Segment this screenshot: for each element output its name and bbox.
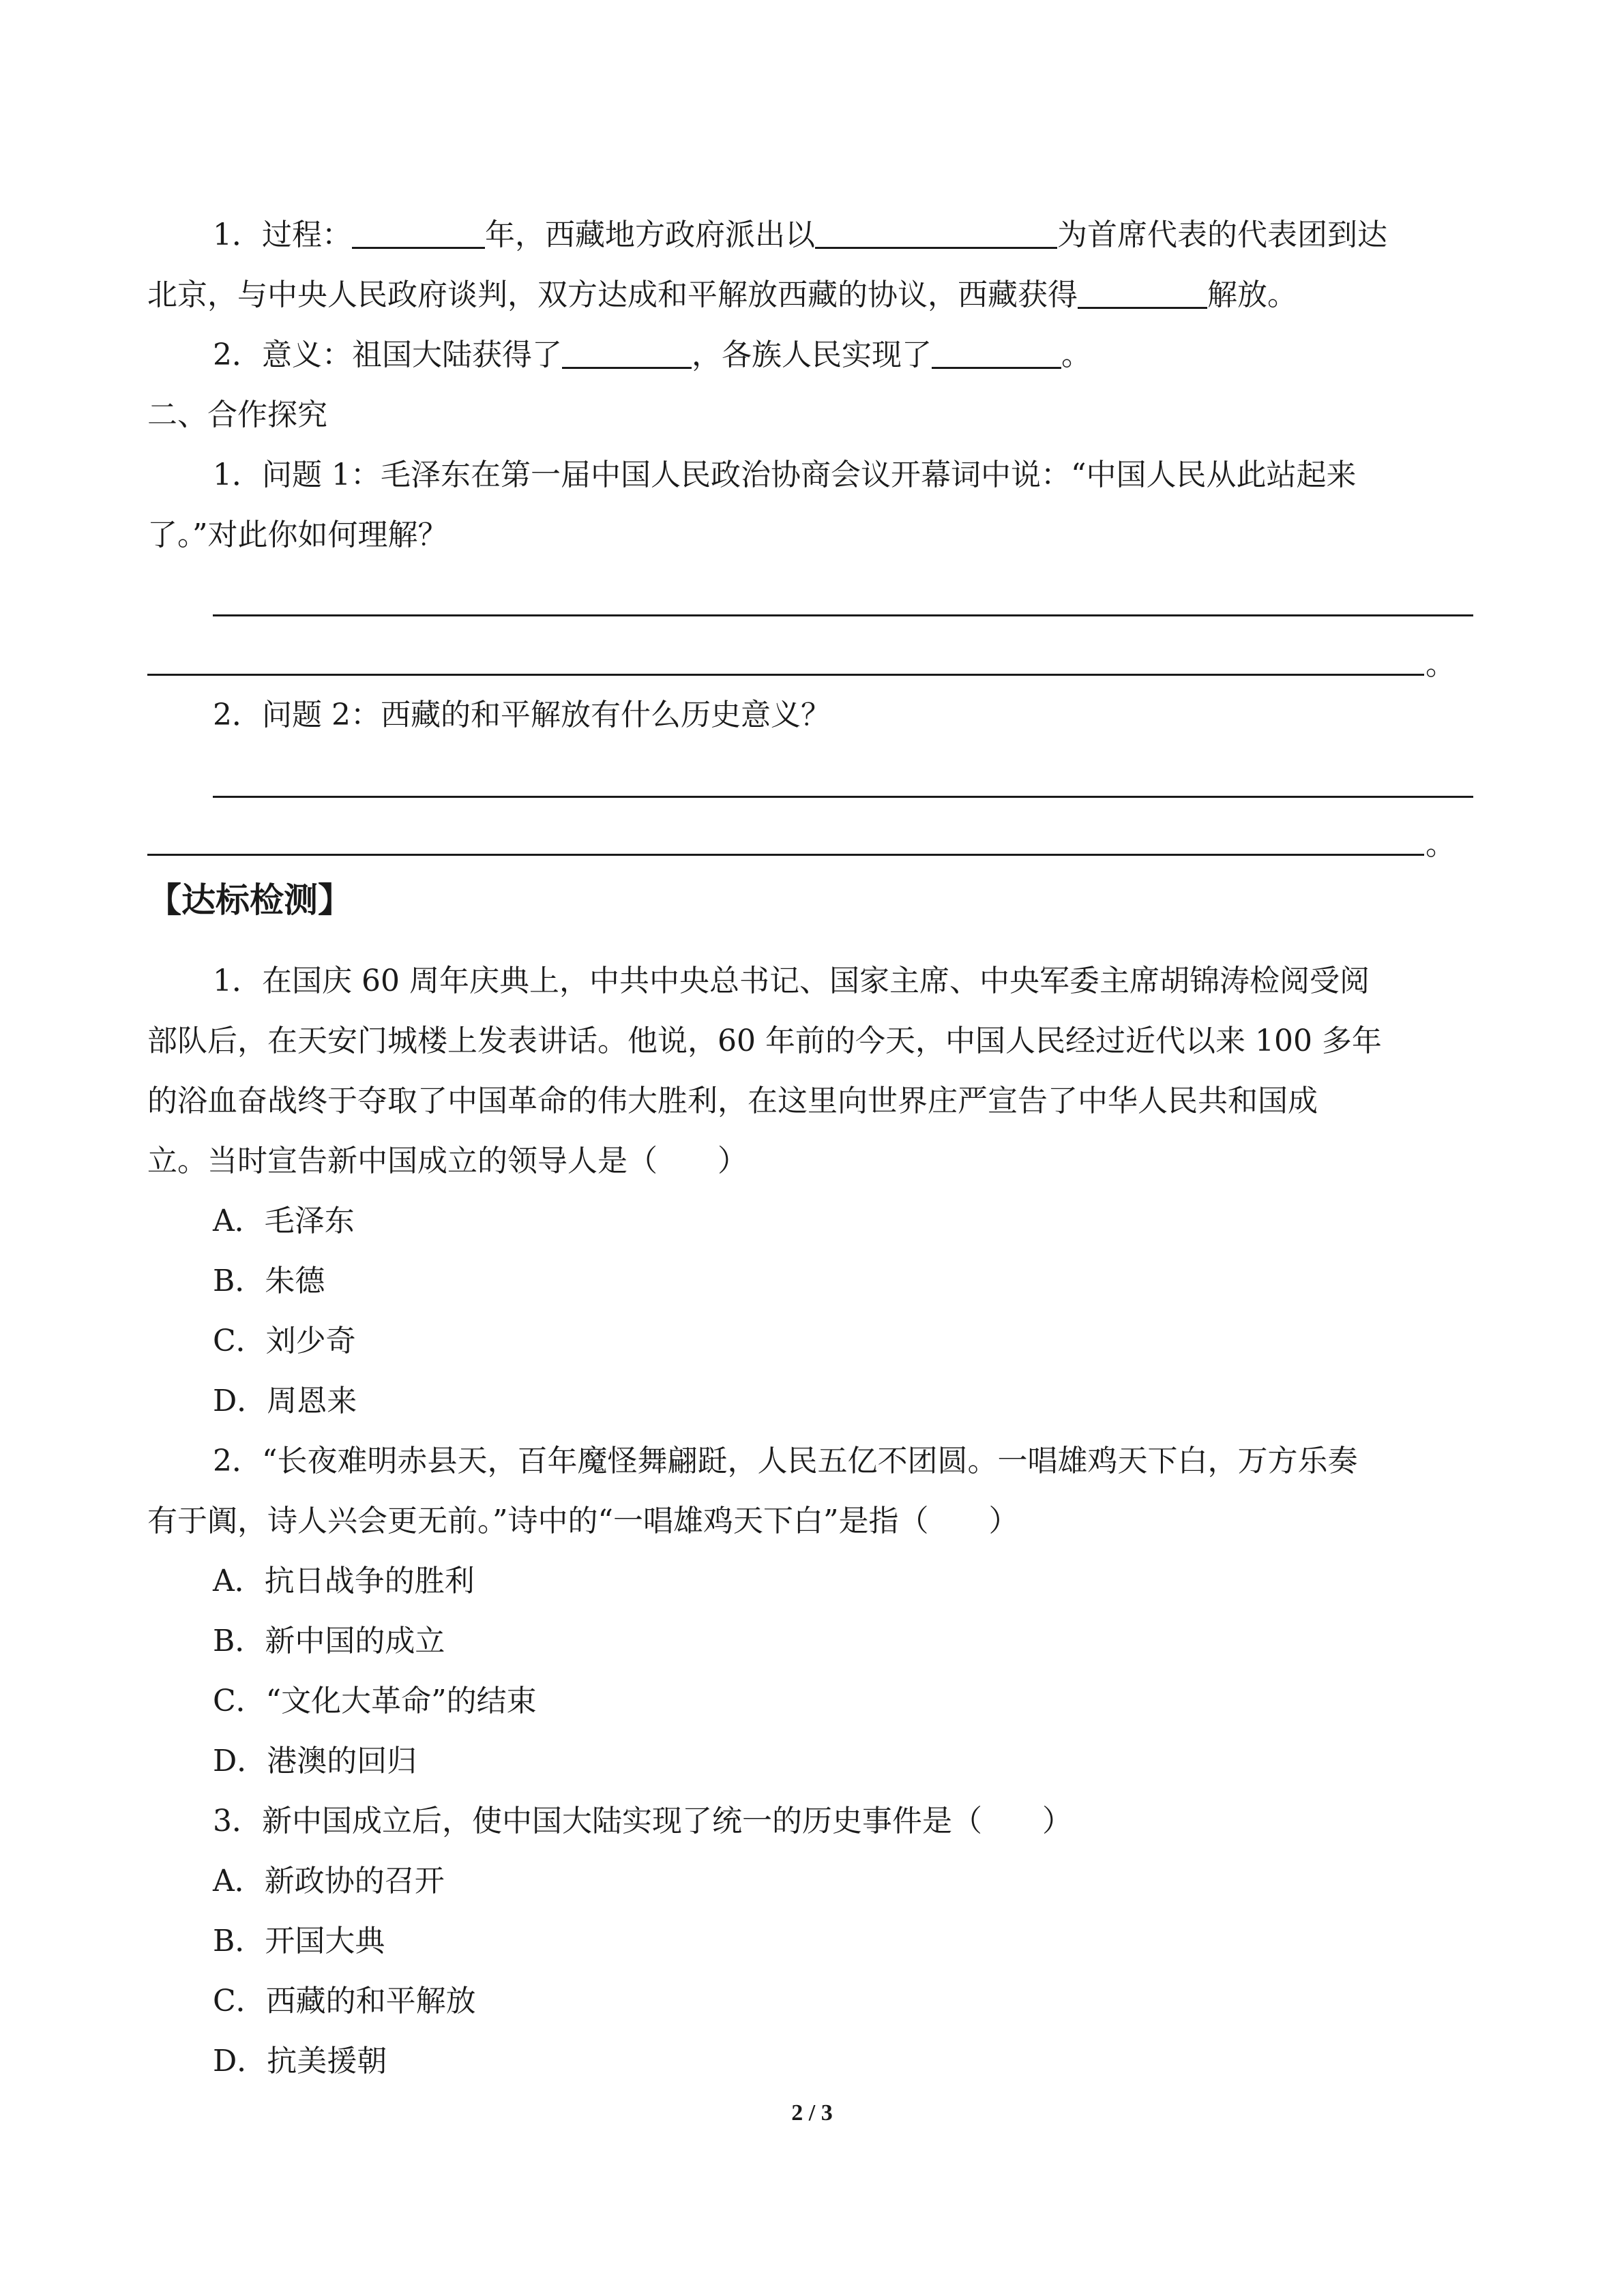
- inquiry-1-line-1: 1．问题 1：毛泽东在第一届中国人民政治协商会议开幕词中说：“中国人民从此站起来: [213, 458, 1357, 492]
- q1-text-e: 解放。: [1207, 278, 1297, 312]
- mc-option[interactable]: D．抗美援朝: [213, 2044, 387, 2078]
- q2-text-c: 。: [1061, 338, 1091, 372]
- mc-question-2-line-1: 2．“长夜难明赤县天，百年魔怪舞翩跹，人民五亿不团圆。一唱雄鸡天下白，万方乐奏: [213, 1444, 1358, 1478]
- fill-question-2: [213, 335, 1091, 376]
- mc-question-1-line-3: 的浴血奋战终于夺取了中国革命的伟大胜利，在这里向世界庄严宣告了中华人民共和国成: [147, 1084, 1318, 1118]
- fill-question-1-line-1: [213, 215, 1387, 256]
- q2-text-a: 2．意义：祖国大陆获得了: [213, 338, 562, 372]
- answer-line[interactable]: [147, 674, 1424, 676]
- mc-option[interactable]: D．周恩来: [213, 1384, 357, 1418]
- answer-end-period: 。: [1426, 827, 1456, 862]
- answer-end-period: 。: [1426, 647, 1456, 682]
- mc-question-1-line-2: 部队后，在天安门城楼上发表讲话。他说，60 年前的今天，中国人民经过近代以来 100 多年: [147, 1024, 1382, 1058]
- section-heading-assessment: 【达标检测】: [147, 880, 352, 920]
- blank-liberation-type[interactable]: [1078, 277, 1207, 309]
- mc-option[interactable]: B．朱德: [213, 1264, 325, 1298]
- q1-text-d: 北京，与中央人民政府谈判，双方达成和平解放西藏的协议，西藏获得: [147, 278, 1078, 312]
- blank-peoples[interactable]: [932, 337, 1061, 369]
- mc-question-1-line-1: 1．在国庆 60 周年庆典上，中共中央总书记、国家主席、中央军委主席胡锦涛检阅受阅: [213, 964, 1370, 998]
- mc-option[interactable]: A．新政协的召开: [213, 1864, 445, 1898]
- q2-text-b: ，各族人民实现了: [692, 338, 932, 372]
- mc-option[interactable]: B．开国大典: [213, 1924, 385, 1958]
- q1-text-b: 年，西藏地方政府派出以: [485, 218, 815, 252]
- answer-line[interactable]: [213, 796, 1473, 798]
- q1-label: 1．过程：: [213, 218, 352, 252]
- q1-text-c: 为首席代表的代表团到达: [1057, 218, 1387, 252]
- answer-line[interactable]: [213, 614, 1473, 616]
- mc-question-2-line-2: 有于阗，诗人兴会更无前。”诗中的“一唱雄鸡天下白”是指（ ）: [147, 1504, 1019, 1538]
- section-heading-cooperation: 二、合作探究: [147, 398, 327, 432]
- page-number: 2 / 3: [791, 2100, 833, 2126]
- blank-chief-delegate[interactable]: [815, 217, 1057, 249]
- mc-option[interactable]: C．西藏的和平解放: [213, 1984, 476, 2018]
- mc-question-3: 3．新中国成立后，使中国大陆实现了统一的历史事件是（ ）: [213, 1804, 1072, 1838]
- mc-option[interactable]: D．港澳的回归: [213, 1744, 417, 1778]
- inquiry-2: 2．问题 2：西藏的和平解放有什么历史意义？: [213, 698, 831, 732]
- mc-option[interactable]: C．刘少奇: [213, 1324, 356, 1358]
- mc-option[interactable]: C．“文化大革命”的结束: [213, 1684, 537, 1718]
- blank-mainland[interactable]: [562, 337, 692, 369]
- inquiry-1-line-2: 了。”对此你如何理解？: [147, 518, 448, 552]
- mc-option[interactable]: A．抗日战争的胜利: [213, 1564, 475, 1598]
- mc-question-1-line-4: 立。当时宣告新中国成立的领导人是（ ）: [147, 1144, 748, 1178]
- fill-question-1-line-2: [147, 275, 1297, 316]
- mc-option[interactable]: A．毛泽东: [213, 1204, 355, 1238]
- answer-line[interactable]: [147, 854, 1424, 856]
- blank-year[interactable]: [352, 217, 485, 249]
- mc-option[interactable]: B．新中国的成立: [213, 1624, 445, 1658]
